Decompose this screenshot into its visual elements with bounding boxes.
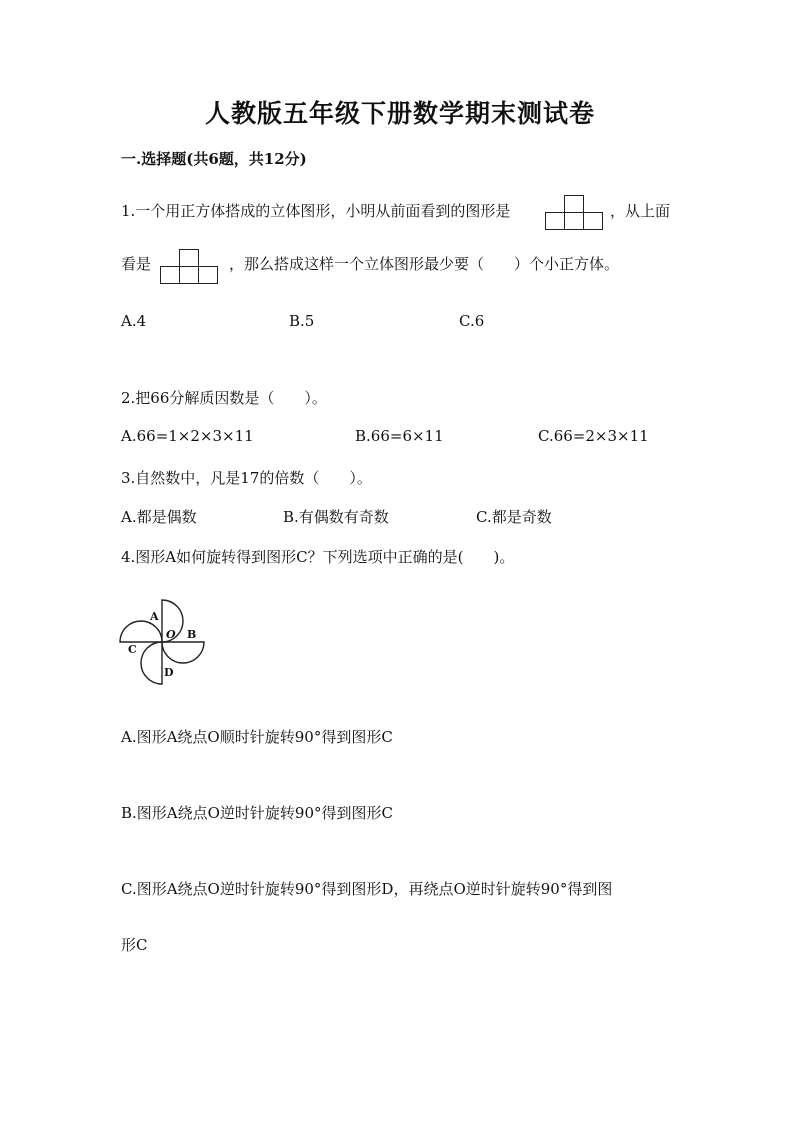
front-view-right-square <box>584 213 603 230</box>
front-view-left-square <box>546 213 565 230</box>
q3-option-a[interactable]: A.都是偶数 <box>121 508 197 526</box>
q1-text-part4: ，那么搭成这样一个立体图形最少要（ ）个小正方体。 <box>229 255 620 273</box>
top-view-left-square <box>161 267 180 284</box>
rotation-figure <box>118 598 218 690</box>
q4-option-c-continued: 形C <box>121 936 148 954</box>
top-view-top-square <box>180 250 199 267</box>
q1-text-part1: 1.一个用正方体搭成的立体图形，小明从前面看到的图形是 <box>121 202 511 220</box>
q2-option-c[interactable]: C.66=2×3×11 <box>538 427 649 445</box>
label-b: B <box>187 628 197 641</box>
page-title: 人教版五年级下册数学期末测试卷 <box>204 99 595 128</box>
label-d: D <box>164 666 174 679</box>
q4-stem: 4.图形A如何旋转得到图形C？下列选项中正确的是( )。 <box>121 548 515 566</box>
label-c: C <box>128 643 137 656</box>
q4-option-c[interactable]: C.图形A绕点O逆时针旋转90°得到图形D，再绕点O逆时针旋转90°得到图 <box>121 880 613 898</box>
top-view-right-square <box>199 267 218 284</box>
top-view-middle-square <box>180 267 199 284</box>
shape-d-outline <box>141 642 162 684</box>
q3-stem: 3.自然数中，凡是17的倍数（ ）。 <box>121 469 372 487</box>
front-view-figure <box>545 195 603 231</box>
shape-c-outline <box>120 621 162 642</box>
q4-option-b[interactable]: B.图形A绕点O逆时针旋转90°得到图形C <box>121 804 393 822</box>
q2-stem: 2.把66分解质因数是（ ）。 <box>121 389 327 407</box>
q2-option-a[interactable]: A.66=1×2×3×11 <box>121 427 254 445</box>
q1-stem-line1 <box>121 200 510 221</box>
q4-option-a[interactable]: A.图形A绕点O顺时针旋转90°得到图形C <box>121 728 393 746</box>
q1-option-c[interactable]: C.6 <box>459 312 485 330</box>
label-o: O <box>166 628 176 641</box>
q1-text-part3: 看是 <box>121 255 152 273</box>
front-view-middle-square <box>565 213 584 230</box>
q2-option-b[interactable]: B.66=6×11 <box>355 427 444 445</box>
front-view-top-square <box>565 196 584 213</box>
top-view-figure <box>160 249 218 285</box>
q3-option-c[interactable]: C.都是奇数 <box>476 508 552 526</box>
section-heading: 一.选择题(共6题，共12分) <box>121 150 307 168</box>
q1-option-b[interactable]: B.5 <box>289 312 315 330</box>
q3-option-b[interactable]: B.有偶数有奇数 <box>283 508 389 526</box>
q1-text-part2: ，从上面 <box>610 202 671 220</box>
shape-b-outline <box>162 642 204 663</box>
label-a: A <box>150 610 159 623</box>
q1-option-a[interactable]: A.4 <box>121 312 147 330</box>
